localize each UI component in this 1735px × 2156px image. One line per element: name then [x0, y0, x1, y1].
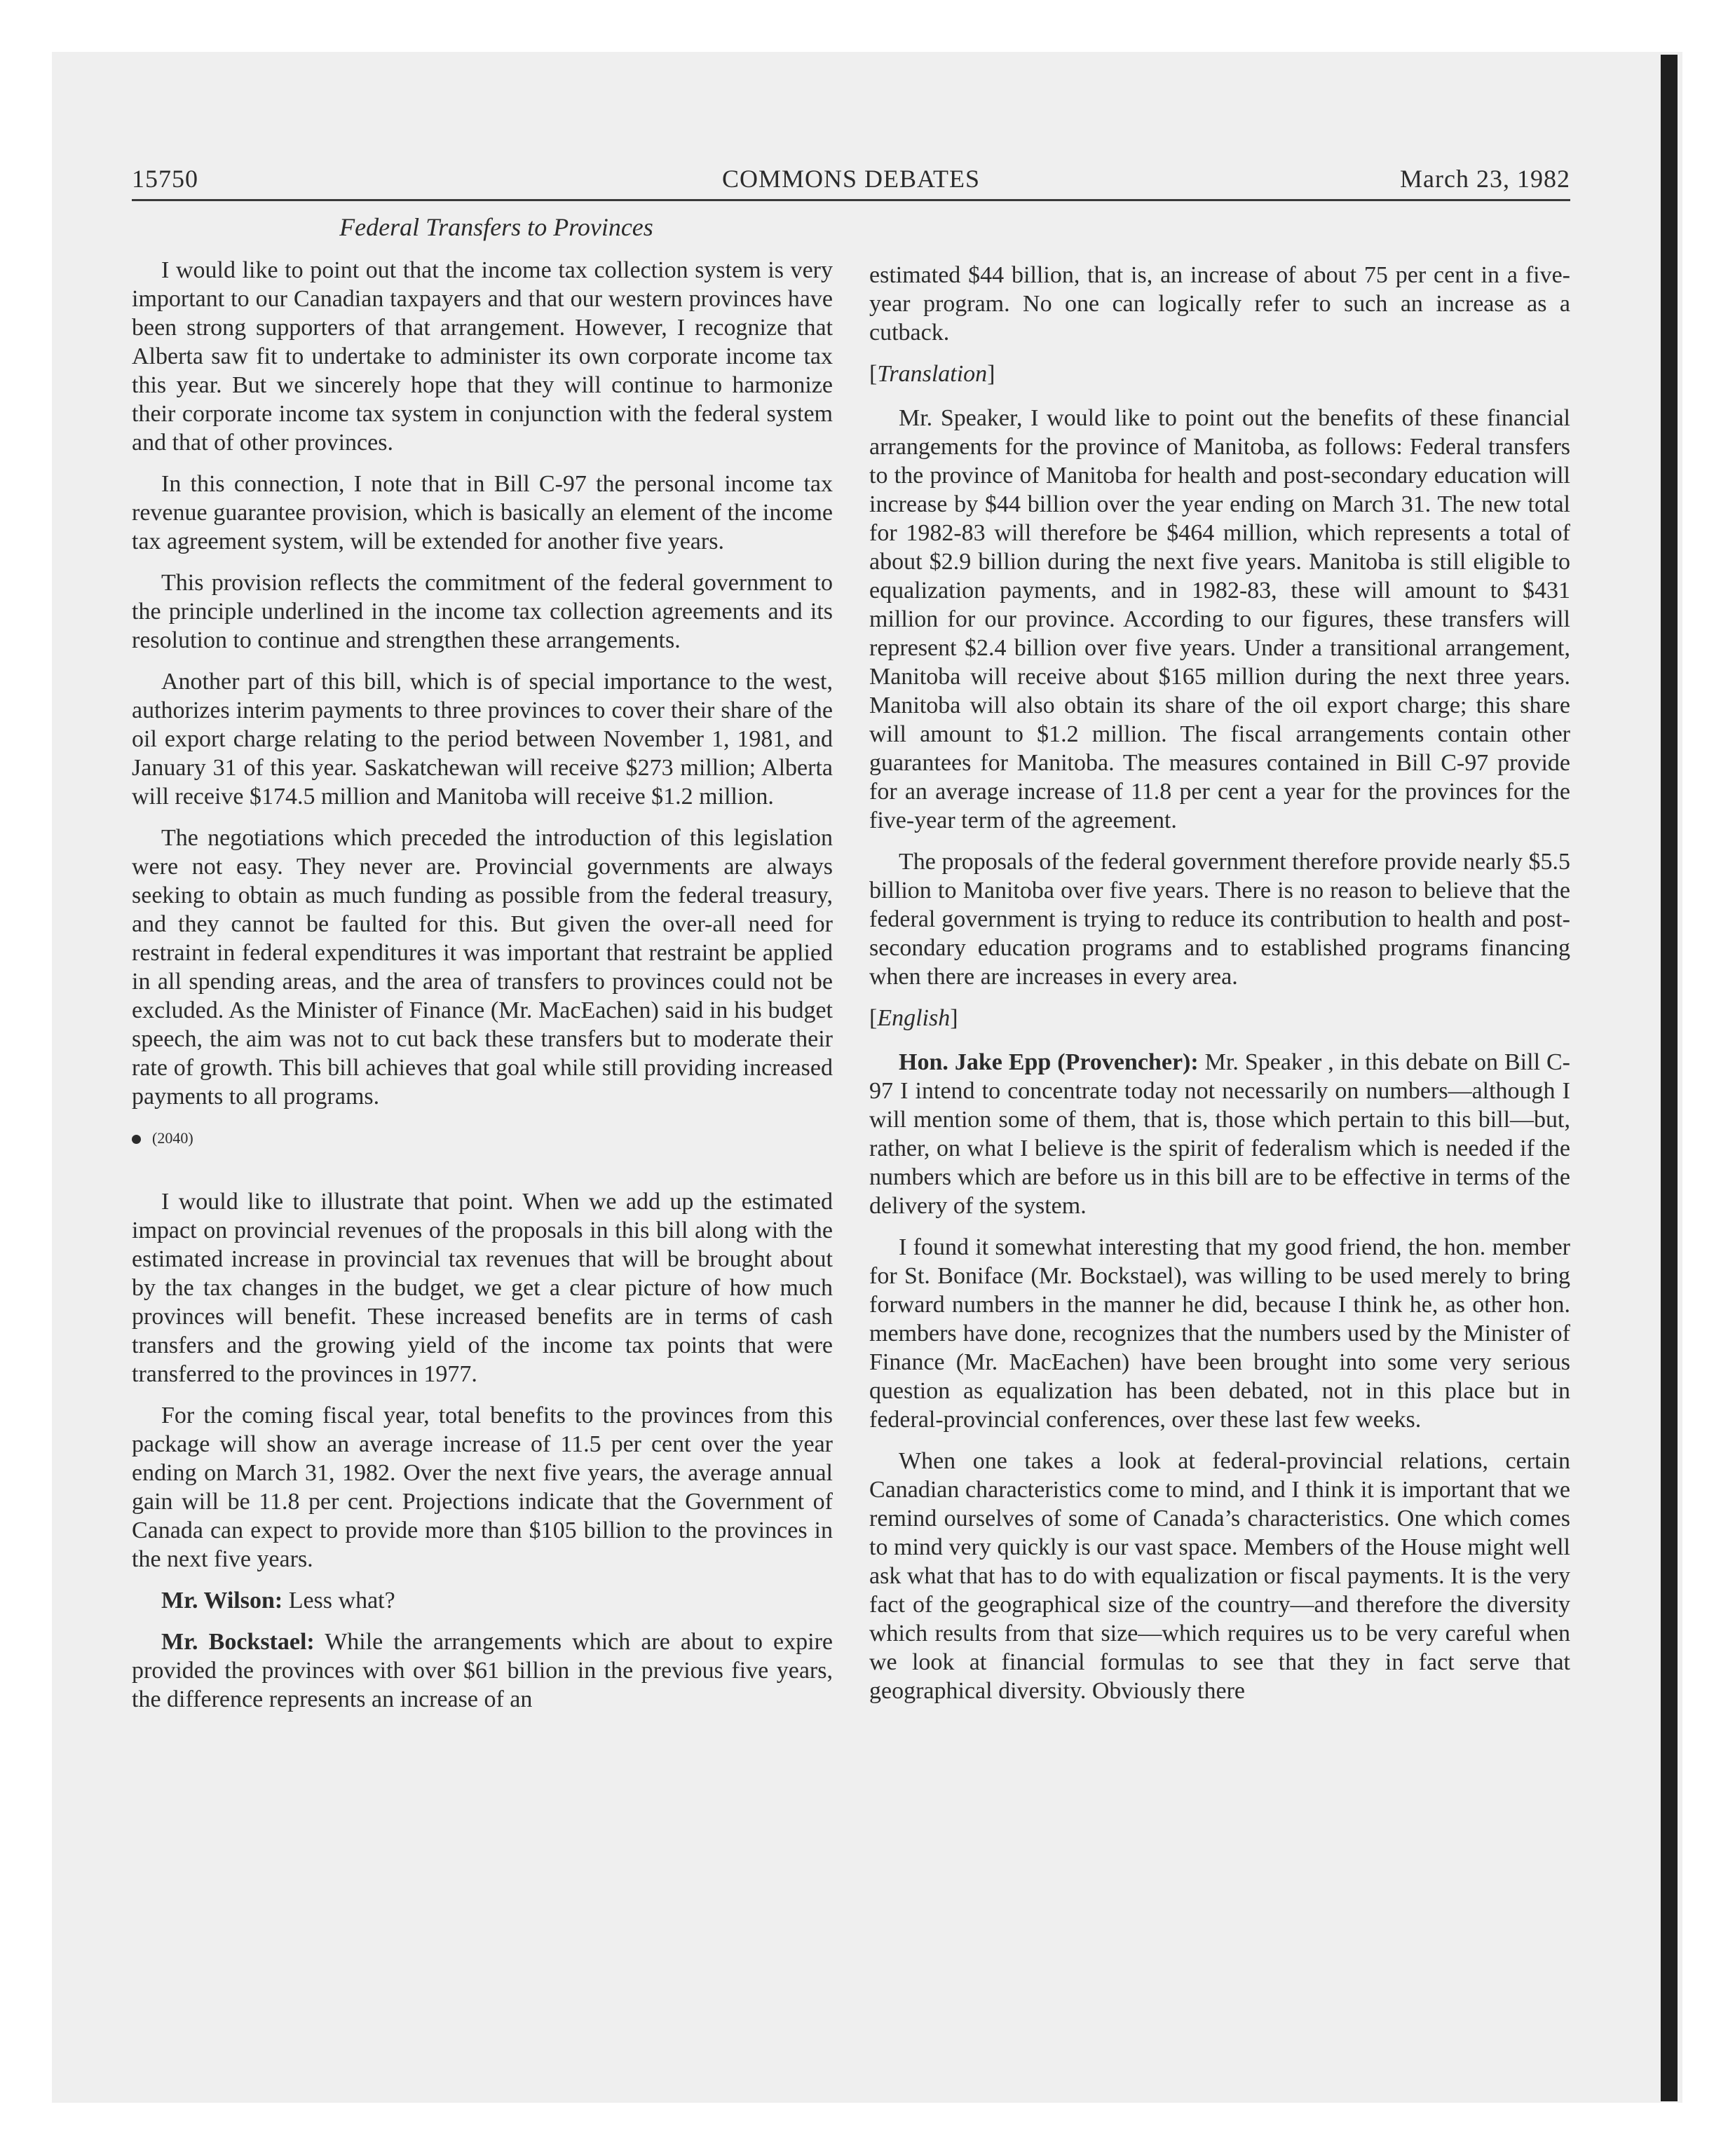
time-marker [132, 1124, 833, 1152]
language-tag-label: English [877, 1005, 951, 1031]
speech-paragraph [132, 1628, 833, 1714]
paragraph: I would like to illustrate that point. When we add up the estimated impact on provincial revenues of the proposals in this bill along with the estimated increase in provincial tax revenues that will be brought about by the tax changes in the budget, we get a clear picture of how much provinces will benefit. These increased benefits are in terms of cash transfers and the growing yield of the income tax points that were transferred to the provinces in 1977. [132, 1189, 833, 1387]
speaker-name: Mr. Bockstael: [161, 1629, 315, 1655]
page-number: 15750 [132, 165, 198, 193]
language-tag: [English] [869, 1005, 958, 1031]
header-rule [132, 199, 1570, 201]
paragraph: In this connection, I note that in Bill C-97 the personal income tax revenue guarantee provision, which is basically an element of the income tax agreement system, will be extended for another five years. [132, 471, 833, 554]
speech-text: Mr. Speaker , in this debate on Bill C-97 I intend to concentrate today not necessarily on numbers—although I will mention some of them, that is, those which pertain to this bill—but, rather, on what I believe is the spirit of federalism which is needed if the numbers which are before us in this bill are to be effective in terms of the delivery of the system. [869, 1049, 1570, 1219]
paragraph: estimated $44 billion, that is, an increase of about 75 per cent in a five-year program. No one can logically refer to such an increase as a cutback. [869, 262, 1570, 346]
speaker-name: Hon. Jake Epp (Provencher): [899, 1049, 1199, 1075]
bullet-icon [132, 1135, 141, 1144]
language-tag-label: Translation [877, 361, 988, 387]
paragraph: I found it somewhat interesting that my good friend, the hon. member for St. Boniface (Mr. Bockstael), was willing to be used merely to bring forward numbers in the manner he did, because I think he, as other hon. members have done, recognizes that the numbers used by the Minister of Finance (Mr. MacEachen) have been brought into some very serious question as equalization has been debated, not in this place but in federal-provincial conferences, over these last few weeks. [869, 1234, 1570, 1433]
paragraph: The negotiations which preceded the introduction of this legislation were not easy. They never are. Provincial governments are always seeking to obtain as much funding as possible from the federal treasury, and they cannot be faulted for this. But given the over-all need for restraint in federal expenditures it was important that restraint be applied in all spending areas, and the area of transfers to provinces could not be excluded. As the Minister of Finance (Mr. MacEachen) said in his budget speech, the aim was not to cut back these transfers but to moderate their rate of growth. This bill achieves that goal while still providing increased payments to all programs. [132, 825, 833, 1110]
left-column [132, 213, 833, 1726]
time-marker-label: (2040) [152, 1129, 193, 1147]
paragraph: The proposals of the federal government therefore provide nearly $5.5 billion to Manitoba over five years. There is no reason to believe that the federal government is trying to reduce its contribution to health and post-secondary education programs and to established programs financing when there are increases in every area. [869, 849, 1570, 990]
paragraph: This provision reflects the commitment of the federal government to the principle underlined in the income tax collection agreements and its resolution to continue and strengthen these arrangements. [132, 570, 833, 653]
speech-text: Less what? [288, 1588, 395, 1613]
right-column [869, 261, 1570, 1718]
publication-title: COMMONS DEBATES [721, 165, 981, 193]
speaker-name: Mr. Wilson: [161, 1588, 283, 1613]
paragraph: When one takes a look at federal-provincial relations, certain Canadian characteristics come to mind, and I think it is important that we remind ourselves of some of Canada’s characteristics. One which comes to mind very quickly is our vast space. Members of the House might well ask what that has to do with equalization or fiscal payments. It is the very fact of the geographical size of the country—and therefore the diversity which results from that size—which requires us to be very careful when we look at financial formulas to see that they in fact serve that geographical diversity. Obviously there [869, 1448, 1570, 1704]
speech-paragraph [132, 1586, 833, 1615]
language-tag: [Translation] [869, 361, 995, 387]
scan-edge-shadow [1661, 55, 1678, 2101]
speech-paragraph [869, 1048, 1570, 1220]
paragraph: Mr. Speaker, I would like to point out the benefits of these financial arrangements for the province of Manitoba, as follows: Federal transfers to the province of Manitoba for health and post-secondary education will increase by $44 billion over the year ending on March 31. The new total for 1982-83 will therefore be $464 million, which represents a total of about $2.9 billion during the next five years. Manitoba is still eligible to equalization payments, and in 1982-83, these will amount to $431 million for our province. According to our figures, these transfers will represent $2.4 billion over five years. Under a transitional arrangement, Manitoba will receive about $165 million during the next three years. Manitoba will also obtain its share of the oil export charge; this share will amount to $1.2 million. The fiscal arrangements contain other guarantees for Manitoba. The measures contained in Bill C-97 provide for an average increase of 11.8 per cent a year for the provinces for the five-year term of the agreement. [869, 405, 1570, 833]
paragraph: I would like to point out that the income tax collection system is very important to our Canadian taxpayers and that our western provinces have been strong supporters of that arrangement. However, I recognize that Alberta saw fit to undertake to administer its own corporate income tax this year. But we sincerely hope that they will continue to harmonize their corporate income tax system in conjunction with the federal system and that of other provinces. [132, 257, 833, 456]
section-title: Federal Transfers to Provinces [339, 213, 653, 241]
paragraph: For the coming fiscal year, total benefits to the provinces from this package will show an average increase of 11.5 per cent over the year ending on March 31, 1982. Over the next five years, the average annual gain will be 11.8 per cent. Projections indicate that the Government of Canada can expect to provide more than $105 billion to the provinces in the next five years. [132, 1403, 833, 1572]
speech-text: While the arrangements which are about to expire provided the provinces with over $61 billion in the previous five years, the difference represents an increase of an [132, 1629, 833, 1712]
page-date: March 23, 1982 [1400, 165, 1570, 193]
paragraph: Another part of this bill, which is of special importance to the west, authorizes interim payments to three provinces to cover their share of the oil export charge relating to the period between November 1, 1981, and January 31 of this year. Saskatchewan will receive $273 million; Alberta will receive $174.5 million and Manitoba will receive $1.2 million. [132, 669, 833, 810]
